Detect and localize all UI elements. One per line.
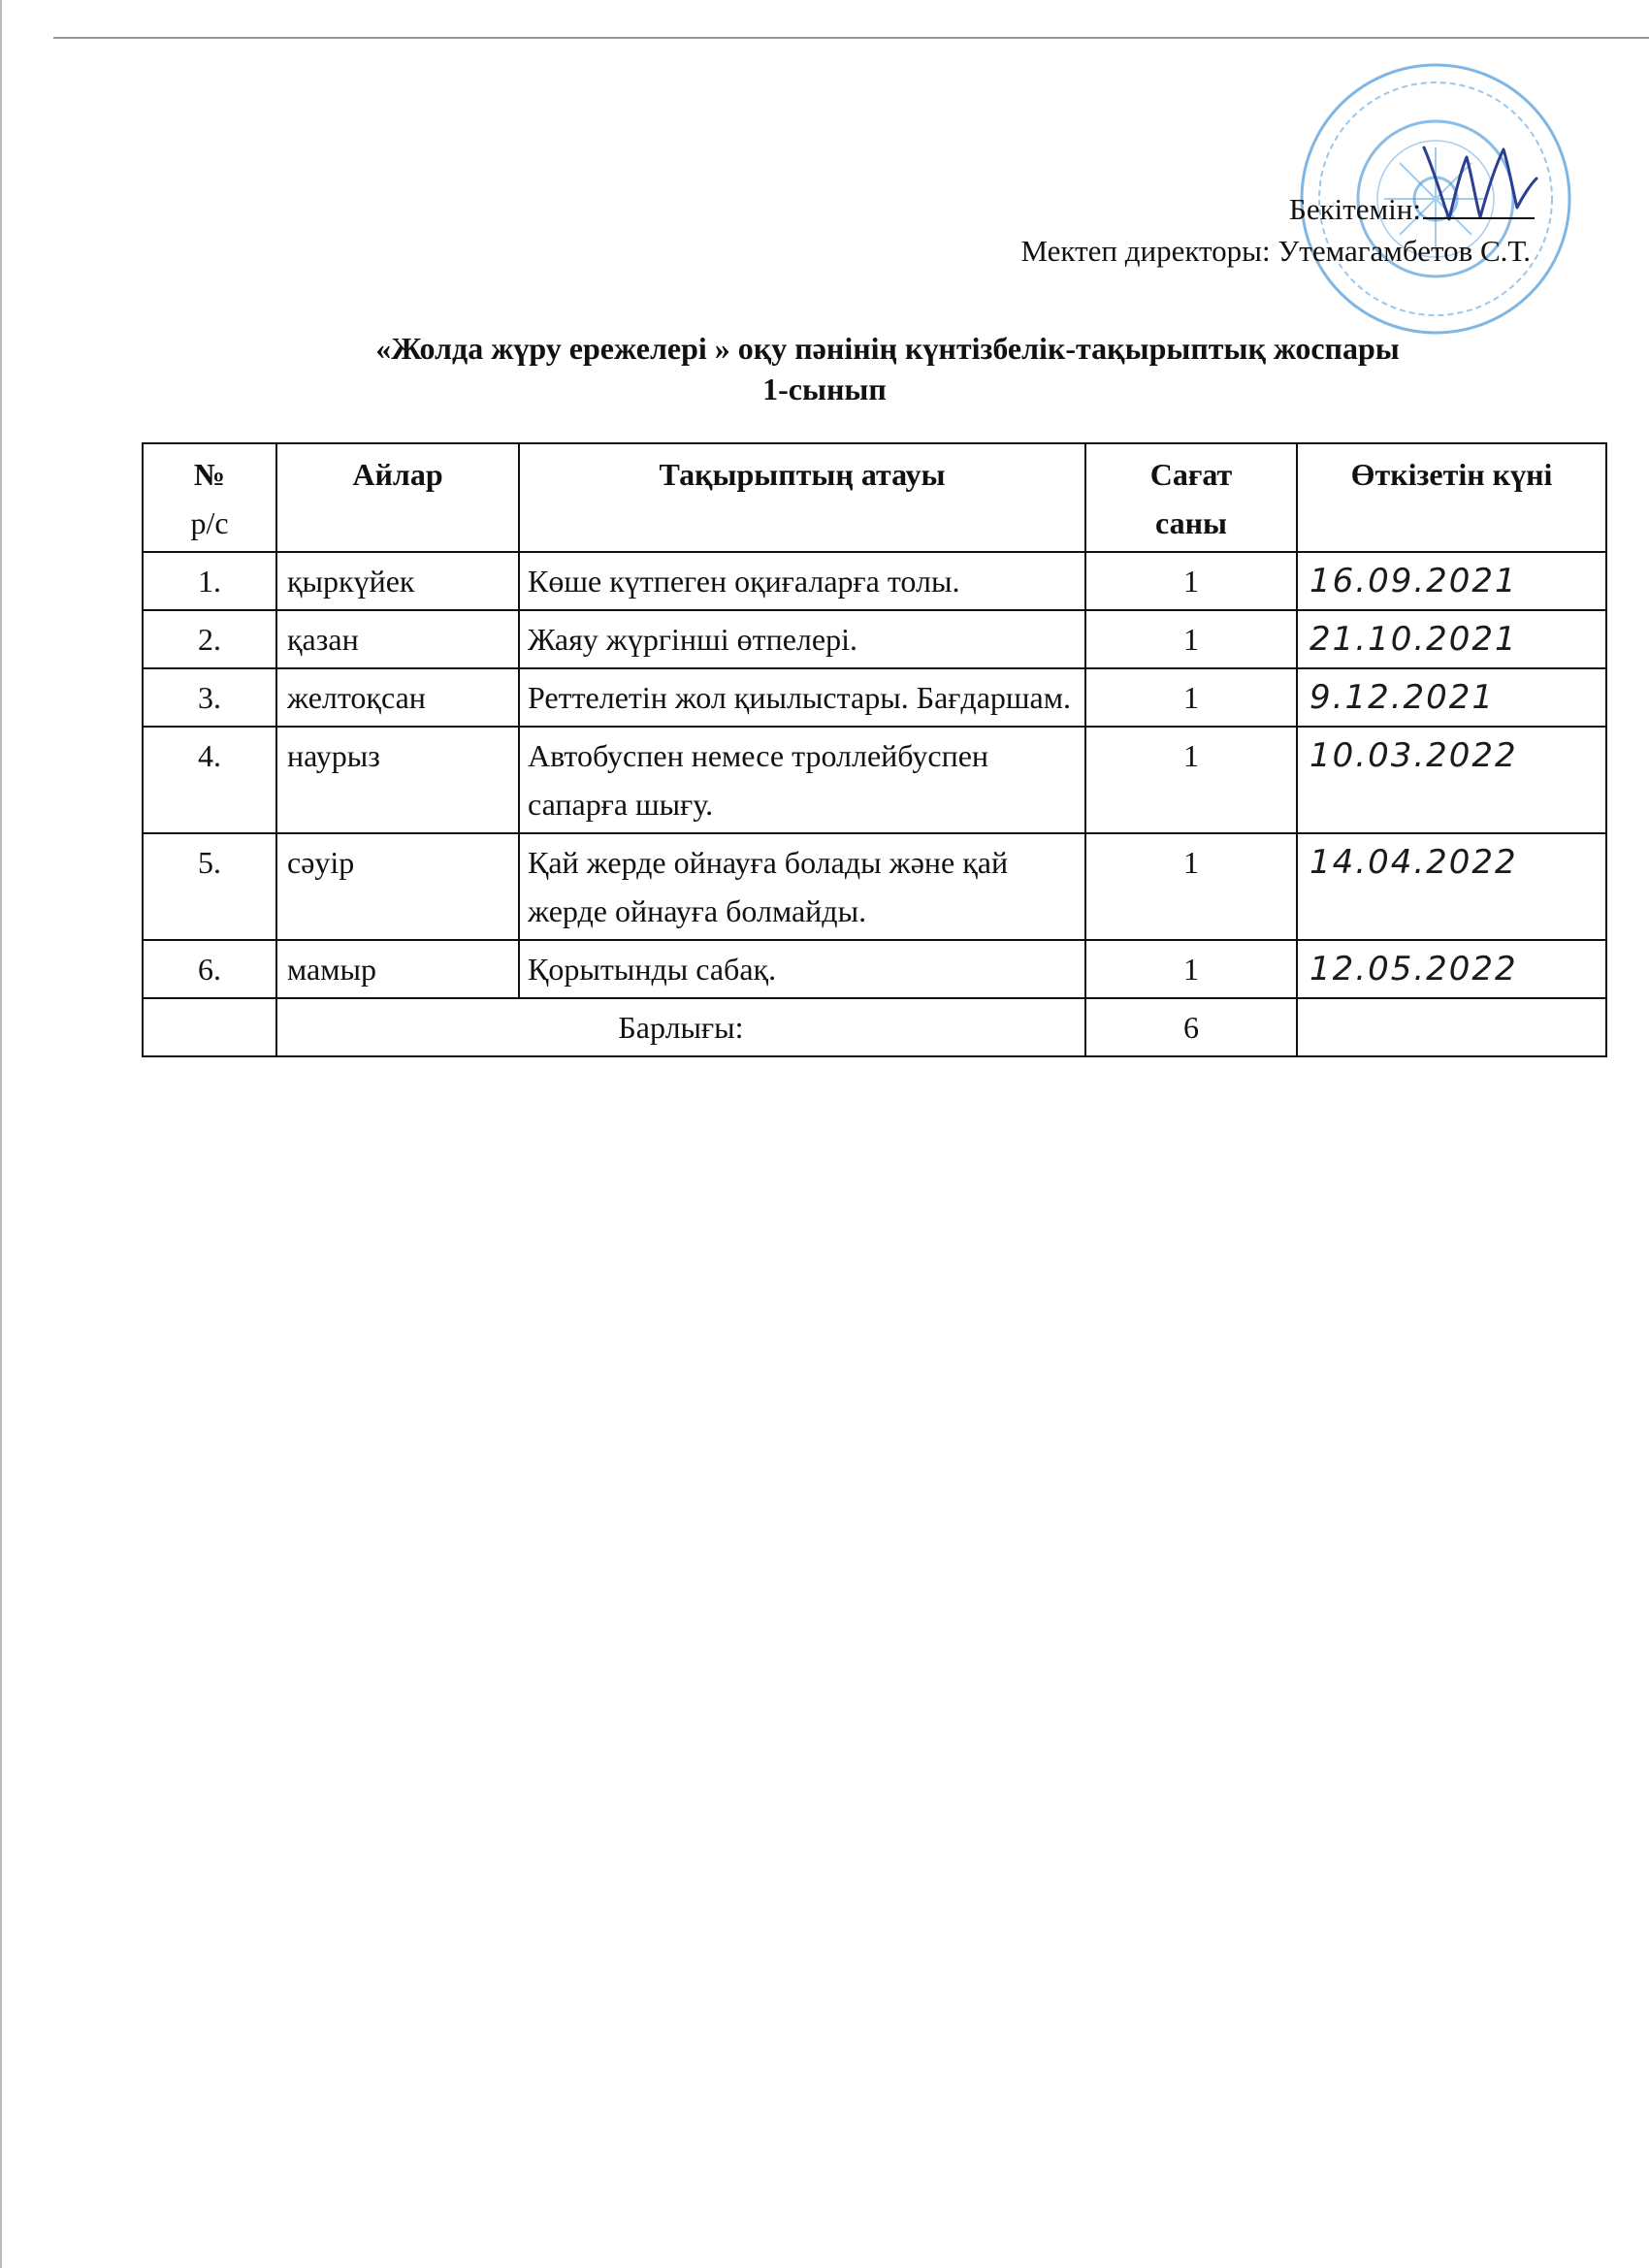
total-empty-cell (143, 998, 276, 1056)
row-hours: 1 (1085, 727, 1297, 833)
table-row (143, 727, 1606, 833)
row-month: қыркүйек (276, 552, 519, 610)
table-row (143, 610, 1606, 668)
document-title (0, 328, 1649, 409)
header-num-line-1: № (193, 457, 226, 492)
row-date: 16.09.2021 (1297, 552, 1606, 610)
table-row (143, 552, 1606, 610)
row-date: 12.05.2022 (1297, 940, 1606, 998)
header-topic: Тақырыптың атауы (519, 443, 1085, 552)
row-hours: 1 (1085, 668, 1297, 727)
row-num: 5. (143, 833, 276, 940)
row-date: 10.03.2022 (1297, 727, 1606, 833)
header-month: Айлар (276, 443, 519, 552)
row-hours: 1 (1085, 552, 1297, 610)
row-num: 1. (143, 552, 276, 610)
table-header-row (143, 443, 1606, 552)
header-date: Өткізетін күні (1297, 443, 1606, 552)
row-num: 3. (143, 668, 276, 727)
row-hours: 1 (1085, 833, 1297, 940)
row-num: 4. (143, 727, 276, 833)
row-topic: Реттелетін жол қиылыстары. Бағдаршам. (519, 668, 1085, 727)
title-line-1: «Жолда жүру ережелері » оқу пәнінің күнтізбелік-тақырыптық жоспары (375, 331, 1400, 366)
row-month: наурыз (276, 727, 519, 833)
table-row (143, 833, 1606, 940)
row-hours: 1 (1085, 940, 1297, 998)
table-row (143, 940, 1606, 998)
row-date: 21.10.2021 (1297, 610, 1606, 668)
approve-label: Бекітемін: (1289, 192, 1421, 226)
table-row (143, 668, 1606, 727)
director-name: Мектеп директоры: Утемагамбетов С.Т. (1020, 234, 1531, 268)
row-topic: Қорытынды сабақ. (519, 940, 1085, 998)
row-topic: Қай жерде ойнауға болады және қай жерде ойнауға болмайды. (519, 833, 1085, 940)
header-num (143, 443, 276, 552)
row-month: қазан (276, 610, 519, 668)
header-num-line-2: р/с (190, 505, 229, 540)
row-hours: 1 (1085, 610, 1297, 668)
row-num: 6. (143, 940, 276, 998)
row-month: сәуір (276, 833, 519, 940)
signature-blank (1423, 196, 1535, 219)
row-num: 2. (143, 610, 276, 668)
header-hours-line-1: Сағат (1149, 457, 1233, 492)
row-month: желтоқсан (276, 668, 519, 727)
row-topic: Жаяу жүргінші өтпелері. (519, 610, 1085, 668)
scan-top-rule (53, 37, 1649, 39)
total-label: Барлығы: (276, 998, 1085, 1056)
approval-line (1289, 192, 1535, 227)
row-date: 14.04.2022 (1297, 833, 1606, 940)
row-date: 9.12.2021 (1297, 668, 1606, 727)
total-hours: 6 (1085, 998, 1297, 1056)
title-line-2: 1-сынып (762, 372, 887, 406)
total-date-empty-cell (1297, 998, 1606, 1056)
table-total-row (143, 998, 1606, 1056)
header-hours-line-2: саны (1154, 505, 1227, 540)
row-month: мамыр (276, 940, 519, 998)
row-topic: Автобуспен немесе троллейбуспен сапарға шығу. (519, 727, 1085, 833)
row-topic: Көше күтпеген оқиғаларға толы. (519, 552, 1085, 610)
header-hours (1085, 443, 1297, 552)
lesson-plan-table (142, 442, 1607, 1057)
